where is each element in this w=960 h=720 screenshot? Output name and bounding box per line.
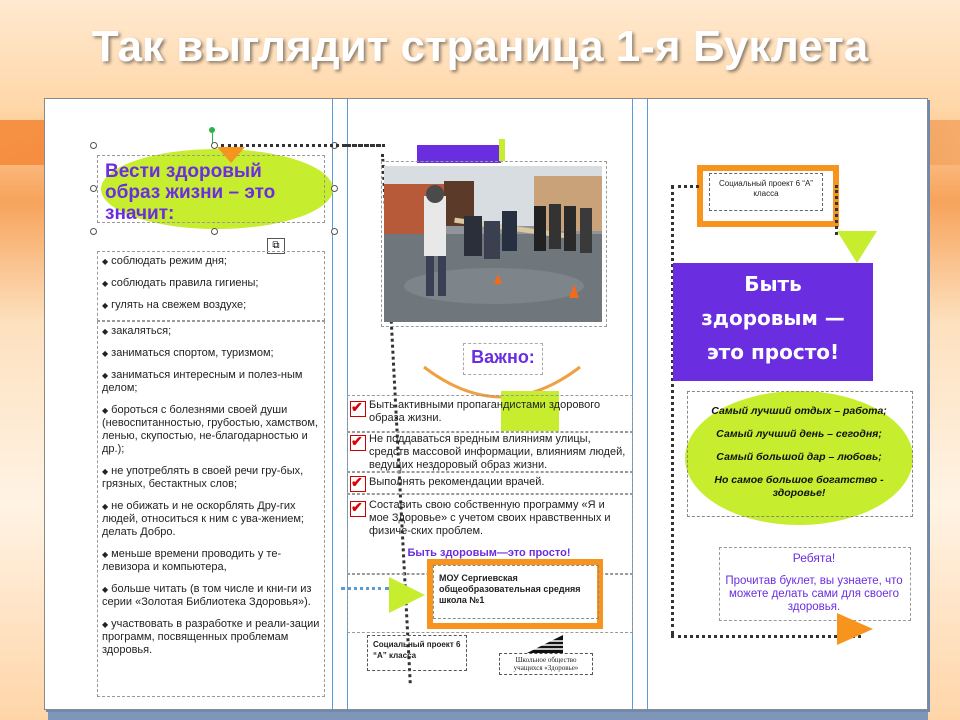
project-label-right: Социальный проект 6 “А” класса [719,179,813,198]
list-item-text: заниматься спортом, туризмом; [111,347,274,359]
list-item [102,369,320,395]
bullet-icon: ◆ [102,585,109,594]
orange-arrow-icon [837,613,873,645]
bullet-icon: ◆ [102,301,109,310]
project-label: Социальный проект 6 “А” класса [373,640,461,660]
bullet-icon: ◆ [102,620,109,629]
checkmark-icon [350,501,366,517]
bullet-icon: ◆ [102,279,109,288]
list-main-frame [97,321,325,697]
quote-line: Самый большой дар – любовь; [716,451,882,463]
orange-triangle-icon [217,147,245,163]
bullet-icon: ◆ [102,502,109,511]
selection-handle[interactable] [90,228,97,235]
list-item-text: меньше времени проводить у те-левизора и компьютера, [102,548,282,573]
checkmark-icon [350,401,366,417]
rotate-line [212,133,213,143]
list-item [102,548,320,574]
connector-line [671,185,674,635]
quote-line: Самый лучший день – сегодня; [716,428,882,440]
important-heading: Важно: [471,347,535,367]
list-item [102,277,320,290]
check-text: Составить свою собственную программу «Я и мое Здоровье» с учетом своих нравственных и физиче-ских проблем. [369,499,611,537]
booklet-page [44,98,928,710]
list-item [102,465,320,491]
list-item [102,618,320,657]
selection-handle[interactable] [211,228,218,235]
checkmark-icon [350,476,366,492]
tug-of-war-photo [384,166,602,322]
bullet-icon: ◆ [102,371,109,380]
list-item-text: не употреблять в своей речи гру-бых, грязных, бестактных слов; [102,465,304,490]
layout-options-icon[interactable]: ⧉ [267,238,285,254]
bullet-icon: ◆ [102,327,109,336]
list-item [102,325,320,338]
connector-line [671,185,699,188]
list-item [102,500,320,539]
banner-text: Быть здоровым — это просто! [701,272,845,364]
list-item-text: закаляться; [111,325,172,337]
list-item-text: соблюдать правила гигиены; [111,277,259,289]
society-label: Школьное общество учащихся «Здоровье» [513,656,579,672]
quote-line: Но самое большое богатство - здоровье! [714,474,884,499]
green-triangle-icon [837,231,877,263]
list-item [102,255,320,268]
slide-title: Так выглядит страница 1-я Буклета [91,22,869,71]
checkmark-icon [350,435,366,451]
list-top-frame [97,251,325,321]
bullet-icon: ◆ [102,550,109,559]
green-triangle-icon [389,577,425,613]
list-item [102,347,320,360]
list-item-text: заниматься интересным и полез-ным делом; [102,369,303,394]
bullet-icon: ◆ [102,467,109,476]
list-item-text: больше читать (в том числе и кни-ги из серии «Золотая Библиотека Здоровья»). [102,583,312,608]
list-item [102,299,320,312]
kids-title: Ребята! [792,551,836,565]
selection-handle[interactable] [90,142,97,149]
quote-line: Самый лучший отдых – работа; [711,405,887,417]
column-guide [647,99,648,709]
slogan-text: Быть здоровым—это просто! [407,547,571,559]
selection-handle[interactable] [331,185,338,192]
school-name: МОУ Сергиевская общеобразовательная средняя школа №1 [439,573,581,605]
bullet-icon: ◆ [102,257,109,266]
list-item-text: соблюдать режим дня; [111,255,227,267]
list-item-text: участвовать в разработке и реали-зации программ, посвященных проблемам здоровья. [102,618,320,656]
connector-line [341,587,389,590]
stairs-logo-icon [527,635,563,653]
check-text: Не поддаваться вредным влияниям улицы, средств массовой информации, влияниям людей, ведущих нездоровый образ жизни. [369,433,626,471]
quotes-list [699,405,899,510]
selection-handle[interactable] [331,228,338,235]
list-item-text: не обижать и не оскорблять Дру-гих людей, относиться к ним с ува-жением; делать Добро. [102,500,304,538]
list-item-text: бороться с болезнями своей души (невоспитанностью, грубостью, хамством, ленью, скупостью, не-благодарностью и др.); [102,404,318,455]
connector-line [835,185,838,235]
kids-text: Прочитав буклет, вы узнаете, что можете делать сами для своего здоровья. [725,575,903,613]
bullet-icon: ◆ [102,406,109,415]
connector-line [345,144,385,147]
selection-handle[interactable] [90,185,97,192]
list-item [102,404,320,456]
bullet-icon: ◆ [102,349,109,358]
check-text: Быть активными пропагандистами здорового образа жизни. [369,399,601,424]
check-text: Выполнять рекомендации врачей. [369,476,545,488]
list-item [102,583,320,609]
connector-line [671,635,861,638]
left-heading: Вести здоровый образ жизни – это значит: [105,161,276,224]
list-item-text: гулять на свежем воздухе; [111,299,247,311]
green-strip [499,139,505,161]
